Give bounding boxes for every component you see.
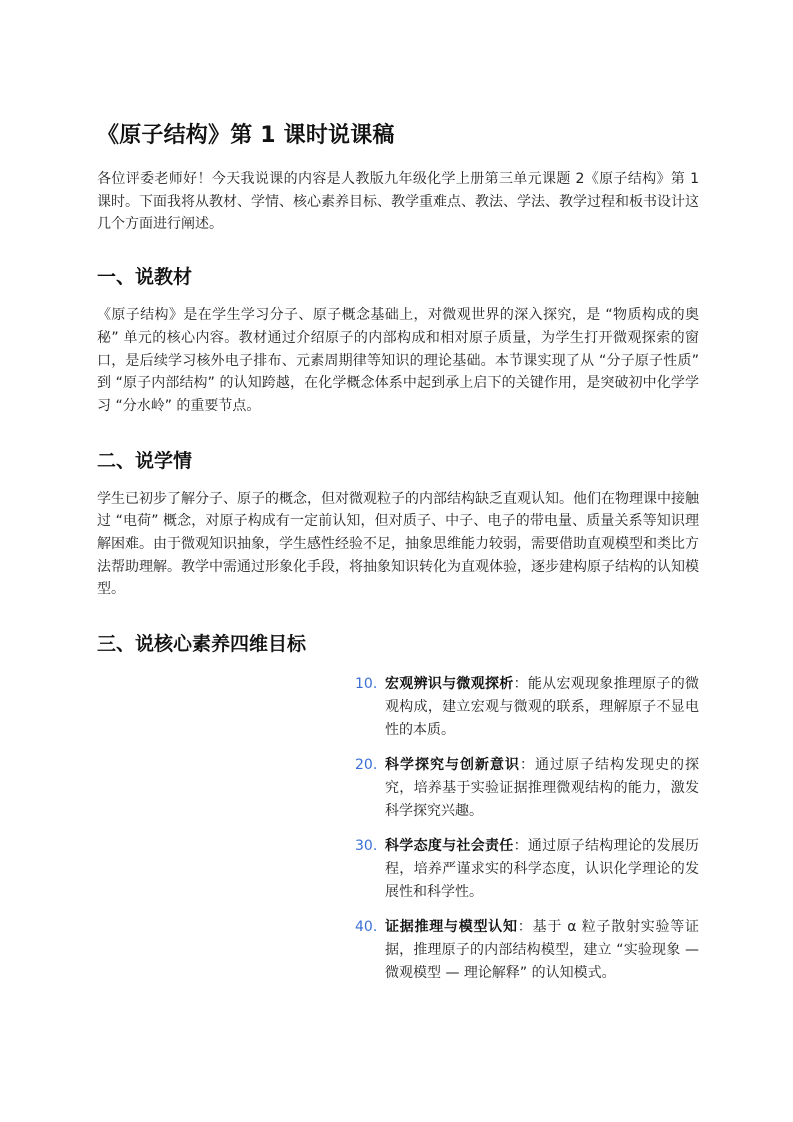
goal-item bbox=[355, 673, 699, 741]
intro-paragraph: 各位评委老师好！今天我说课的内容是人教版九年级化学上册第三单元课题 2《原子结构》第 1 课时。下面我将从教材、学情、核心素养目标、教学重难点、教法、学法、教学过程和板书设计这几个方面进行阐述。 bbox=[97, 171, 699, 233]
goal-text bbox=[385, 754, 699, 822]
goal-colon: ： bbox=[517, 919, 533, 936]
section-heading-goals: 三、说核心素养四维目标 bbox=[97, 633, 307, 656]
goal-description: 能从宏观现象推理原子的微观构成，建立宏观与微观的联系，理解原子不显电性的本质。 bbox=[385, 676, 700, 738]
goal-term: 科学态度与社会责任 bbox=[385, 838, 514, 855]
section-body-students: 学生已初步了解分子、原子的概念，但对微观粒子的内部结构缺乏直观认知。他们在物理课中接触过 “电荷” 概念，对原子构成有一定前认知，但对质子、中子、电子的带电量、质量关系等知识理解困难。由于微观知识抽象，学生感性经验不足，抽象思维能力较弱，需要借助直观模型和类比方法帮助理解。教学中需通过形象化手段，将抽象知识转化为直观体验，逐步建构原子结构的认知模型。 bbox=[97, 490, 699, 598]
document-page bbox=[97, 118, 699, 998]
goal-text bbox=[385, 835, 699, 903]
goal-term: 证据推理与模型认知 bbox=[385, 919, 518, 936]
goal-term: 宏观辨识与微观探析 bbox=[385, 676, 514, 693]
section-heading-textbook: 一、说教材 bbox=[97, 266, 193, 289]
goals-list bbox=[355, 673, 699, 984]
goal-number: 30. bbox=[355, 838, 378, 855]
goal-text bbox=[385, 673, 699, 741]
goal-description: 基于 α 粒子散射实验等证据，推理原子的内部结构模型，建立 “实验现象 — 微观模型 — 理论解释” 的认知模式。 bbox=[385, 919, 699, 981]
goal-colon: ： bbox=[513, 838, 528, 855]
goal-item bbox=[355, 916, 699, 984]
section-body-textbook: 《原子结构》是在学生学习分子、原子概念基础上，对微观世界的深入探究，是 “物质构成的奥秘” 单元的核心内容。教材通过介绍原子的内部构成和相对原子质量，为学生打开微观探索的窗口，是后续学习核外电子排布、元素周期律等知识的理论基础。本节课实现了从 “分子原子性质” 到 “原子内部结构” 的认知跨越，在化学概念体系中起到承上启下的关键作用，是突破初中化学学习 “分水岭” 的重要节点。 bbox=[97, 307, 699, 414]
goal-colon: ： bbox=[513, 676, 528, 693]
goal-number: 10. bbox=[355, 676, 378, 693]
goal-colon: ： bbox=[520, 757, 535, 774]
section-heading-students: 二、说学情 bbox=[97, 449, 193, 472]
goal-item bbox=[355, 835, 699, 903]
goal-description: 通过原子结构发现史的探究，培养基于实验证据推理微观结构的能力，激发科学探究兴趣。 bbox=[385, 757, 699, 819]
goal-text bbox=[385, 916, 699, 984]
goal-number: 40. bbox=[355, 919, 378, 936]
goal-term: 科学探究与创新意识 bbox=[385, 757, 520, 774]
goal-description: 通过原子结构理论的发展历程，培养严谨求实的科学态度，认识化学理论的发展性和科学性。 bbox=[385, 838, 700, 900]
document-title: 《原子结构》第 1 课时说课稿 bbox=[97, 123, 395, 148]
goal-item bbox=[355, 754, 699, 822]
goal-number: 20. bbox=[355, 757, 378, 774]
